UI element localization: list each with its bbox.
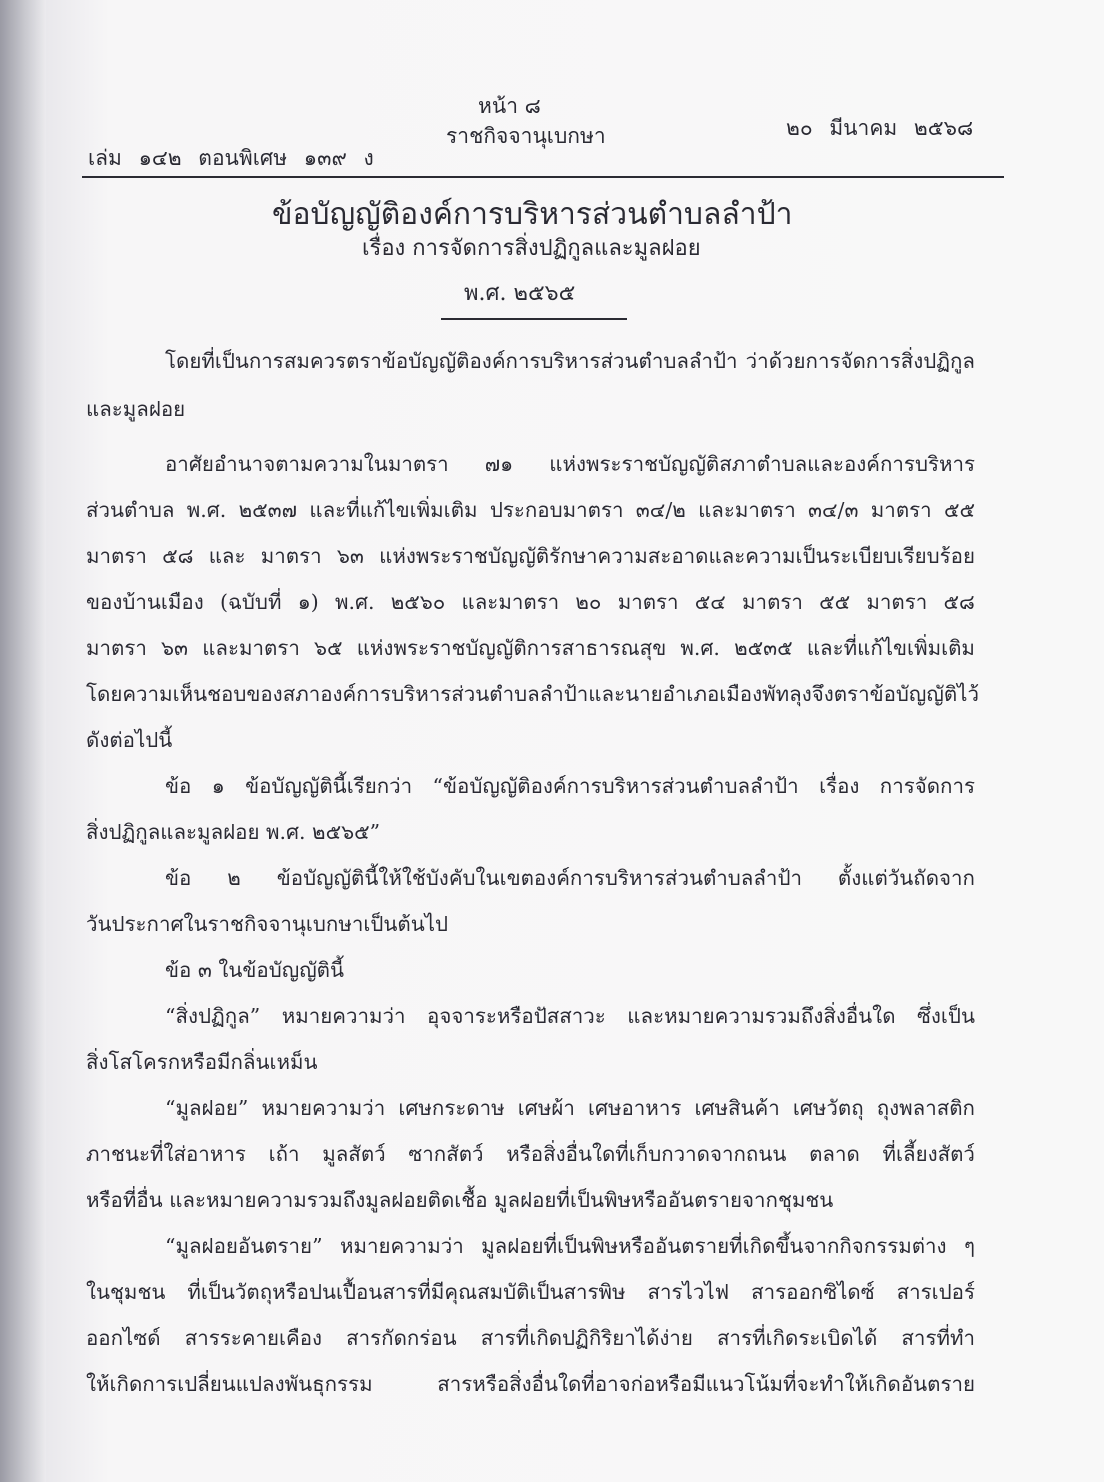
- body-line: หรือที่อื่น และหมายความรวมถึงมูลฝอยติดเชื้อ มูลฝอยที่เป็นพิษหรืออันตรายจากชุมชน: [86, 1188, 834, 1212]
- document-subject: เรื่อง การจัดการสิ่งปฏิกูลและมูลฝอย: [362, 236, 701, 261]
- document-title: ข้อบัญญัติองค์การบริหารส่วนตำบลลำป้า: [272, 197, 793, 232]
- body-line: ส่วนตำบล พ.ศ. ๒๕๓๗ และที่แก้ไขเพิ่มเติม ประกอบมาตรา ๓๔/๒ และมาตรา ๓๔/๓ มาตรา ๕๕: [86, 498, 975, 522]
- body-line: ข้อ ๒ ข้อบัญญัตินี้ให้ใช้บังคับในเขตองค์การบริหารส่วนตำบลลำป้า ตั้งแต่วันถัดจาก: [165, 866, 975, 890]
- body-line: ข้อ ๓ ในข้อบัญญัตินี้: [165, 958, 344, 982]
- body-line: โดยที่เป็นการสมควรตราข้อบัญญัติองค์การบริหารส่วนตำบลลำป้า ว่าด้วยการจัดการสิ่งปฏิกูล: [165, 349, 975, 373]
- volume-issue: เล่ม ๑๔๒ ตอนพิเศษ ๑๓๙ ง: [88, 146, 374, 170]
- body-line: “สิ่งปฏิกูล” หมายความว่า อุจจาระหรือปัสสาวะ และหมายความรวมถึงสิ่งอื่นใด ซึ่งเป็น: [165, 1004, 975, 1028]
- body-line: ภาชนะที่ใส่อาหาร เถ้า มูลสัตว์ ซากสัตว์ หรือสิ่งอื่นใดที่เก็บกวาดจากถนน ตลาด ที่เลี้ยงสัตว์: [86, 1142, 975, 1166]
- body-line: อาศัยอำนาจตามความในมาตรา ๗๑ แห่งพระราชบัญญัติสภาตำบลและองค์การบริหาร: [165, 452, 975, 476]
- body-line: ดังต่อไปนี้: [86, 728, 173, 752]
- body-line: วันประกาศในราชกิจจานุเบกษาเป็นต้นไป: [86, 912, 449, 936]
- body-line: โดยความเห็นชอบของสภาองค์การบริหารส่วนตำบลลำป้าและนายอำเภอเมืองพัทลุง จึงตราข้อบัญญัติไว้: [86, 682, 979, 706]
- gazette-name: ราชกิจจานุเบกษา: [446, 124, 606, 148]
- header-rule: [82, 176, 1004, 178]
- body-line: และมูลฝอย: [86, 397, 186, 421]
- publication-date: ๒๐ มีนาคม ๒๕๖๘: [786, 116, 974, 140]
- body-line: “มูลฝอย” หมายความว่า เศษกระดาษ เศษผ้า เศษอาหาร เศษสินค้า เศษวัตถุ ถุงพลาสติก: [165, 1096, 975, 1120]
- page-number: หน้า ๘: [478, 94, 541, 118]
- body-line: “มูลฝอยอันตราย” หมายความว่า มูลฝอยที่เป็นพิษหรืออันตรายที่เกิดขึ้นจากกิจกรรมต่าง ๆ: [165, 1234, 975, 1258]
- book-binding-shadow: [0, 0, 46, 1482]
- title-rule: [441, 318, 627, 320]
- body-line: มาตรา ๕๘ และ มาตรา ๖๓ แห่งพระราชบัญญัติรักษาความสะอาดและความเป็นระเบียบเรียบร้อย: [86, 544, 975, 568]
- body-line: สิ่งปฏิกูลและมูลฝอย พ.ศ. ๒๕๖๕”: [86, 820, 381, 844]
- document-year: พ.ศ. ๒๕๖๕: [464, 281, 576, 306]
- body-line: ของบ้านเมือง (ฉบับที่ ๑) พ.ศ. ๒๕๖๐ และมาตรา ๒๐ มาตรา ๕๔ มาตรา ๕๕ มาตรา ๕๘: [86, 590, 975, 614]
- body-line: สิ่งโสโครกหรือมีกลิ่นเหม็น: [86, 1050, 318, 1074]
- body-line: ให้เกิดการเปลี่ยนแปลงพันธุกรรม สารหรือสิ่งอื่นใดที่อาจก่อหรือมีแนวโน้มที่จะทำให้เกิดอันตราย: [86, 1372, 975, 1396]
- body-line: ออกไซด์ สารระคายเคือง สารกัดกร่อน สารที่เกิดปฏิกิริยาได้ง่าย สารที่เกิดระเบิดได้ สารที่ทำ: [86, 1326, 975, 1350]
- body-line: ข้อ ๑ ข้อบัญญัตินี้เรียกว่า “ข้อบัญญัติองค์การบริหารส่วนตำบลลำป้า เรื่อง การจัดการ: [165, 774, 975, 798]
- body-line: ในชุมชน ที่เป็นวัตถุหรือปนเปื้อนสารที่มีคุณสมบัติเป็นสารพิษ สารไวไฟ สารออกซิไดซ์ สารเปอร์: [86, 1280, 975, 1304]
- body-line: มาตรา ๖๓ และมาตรา ๖๕ แห่งพระราชบัญญัติการสาธารณสุข พ.ศ. ๒๕๓๕ และที่แก้ไขเพิ่มเติม: [86, 636, 975, 660]
